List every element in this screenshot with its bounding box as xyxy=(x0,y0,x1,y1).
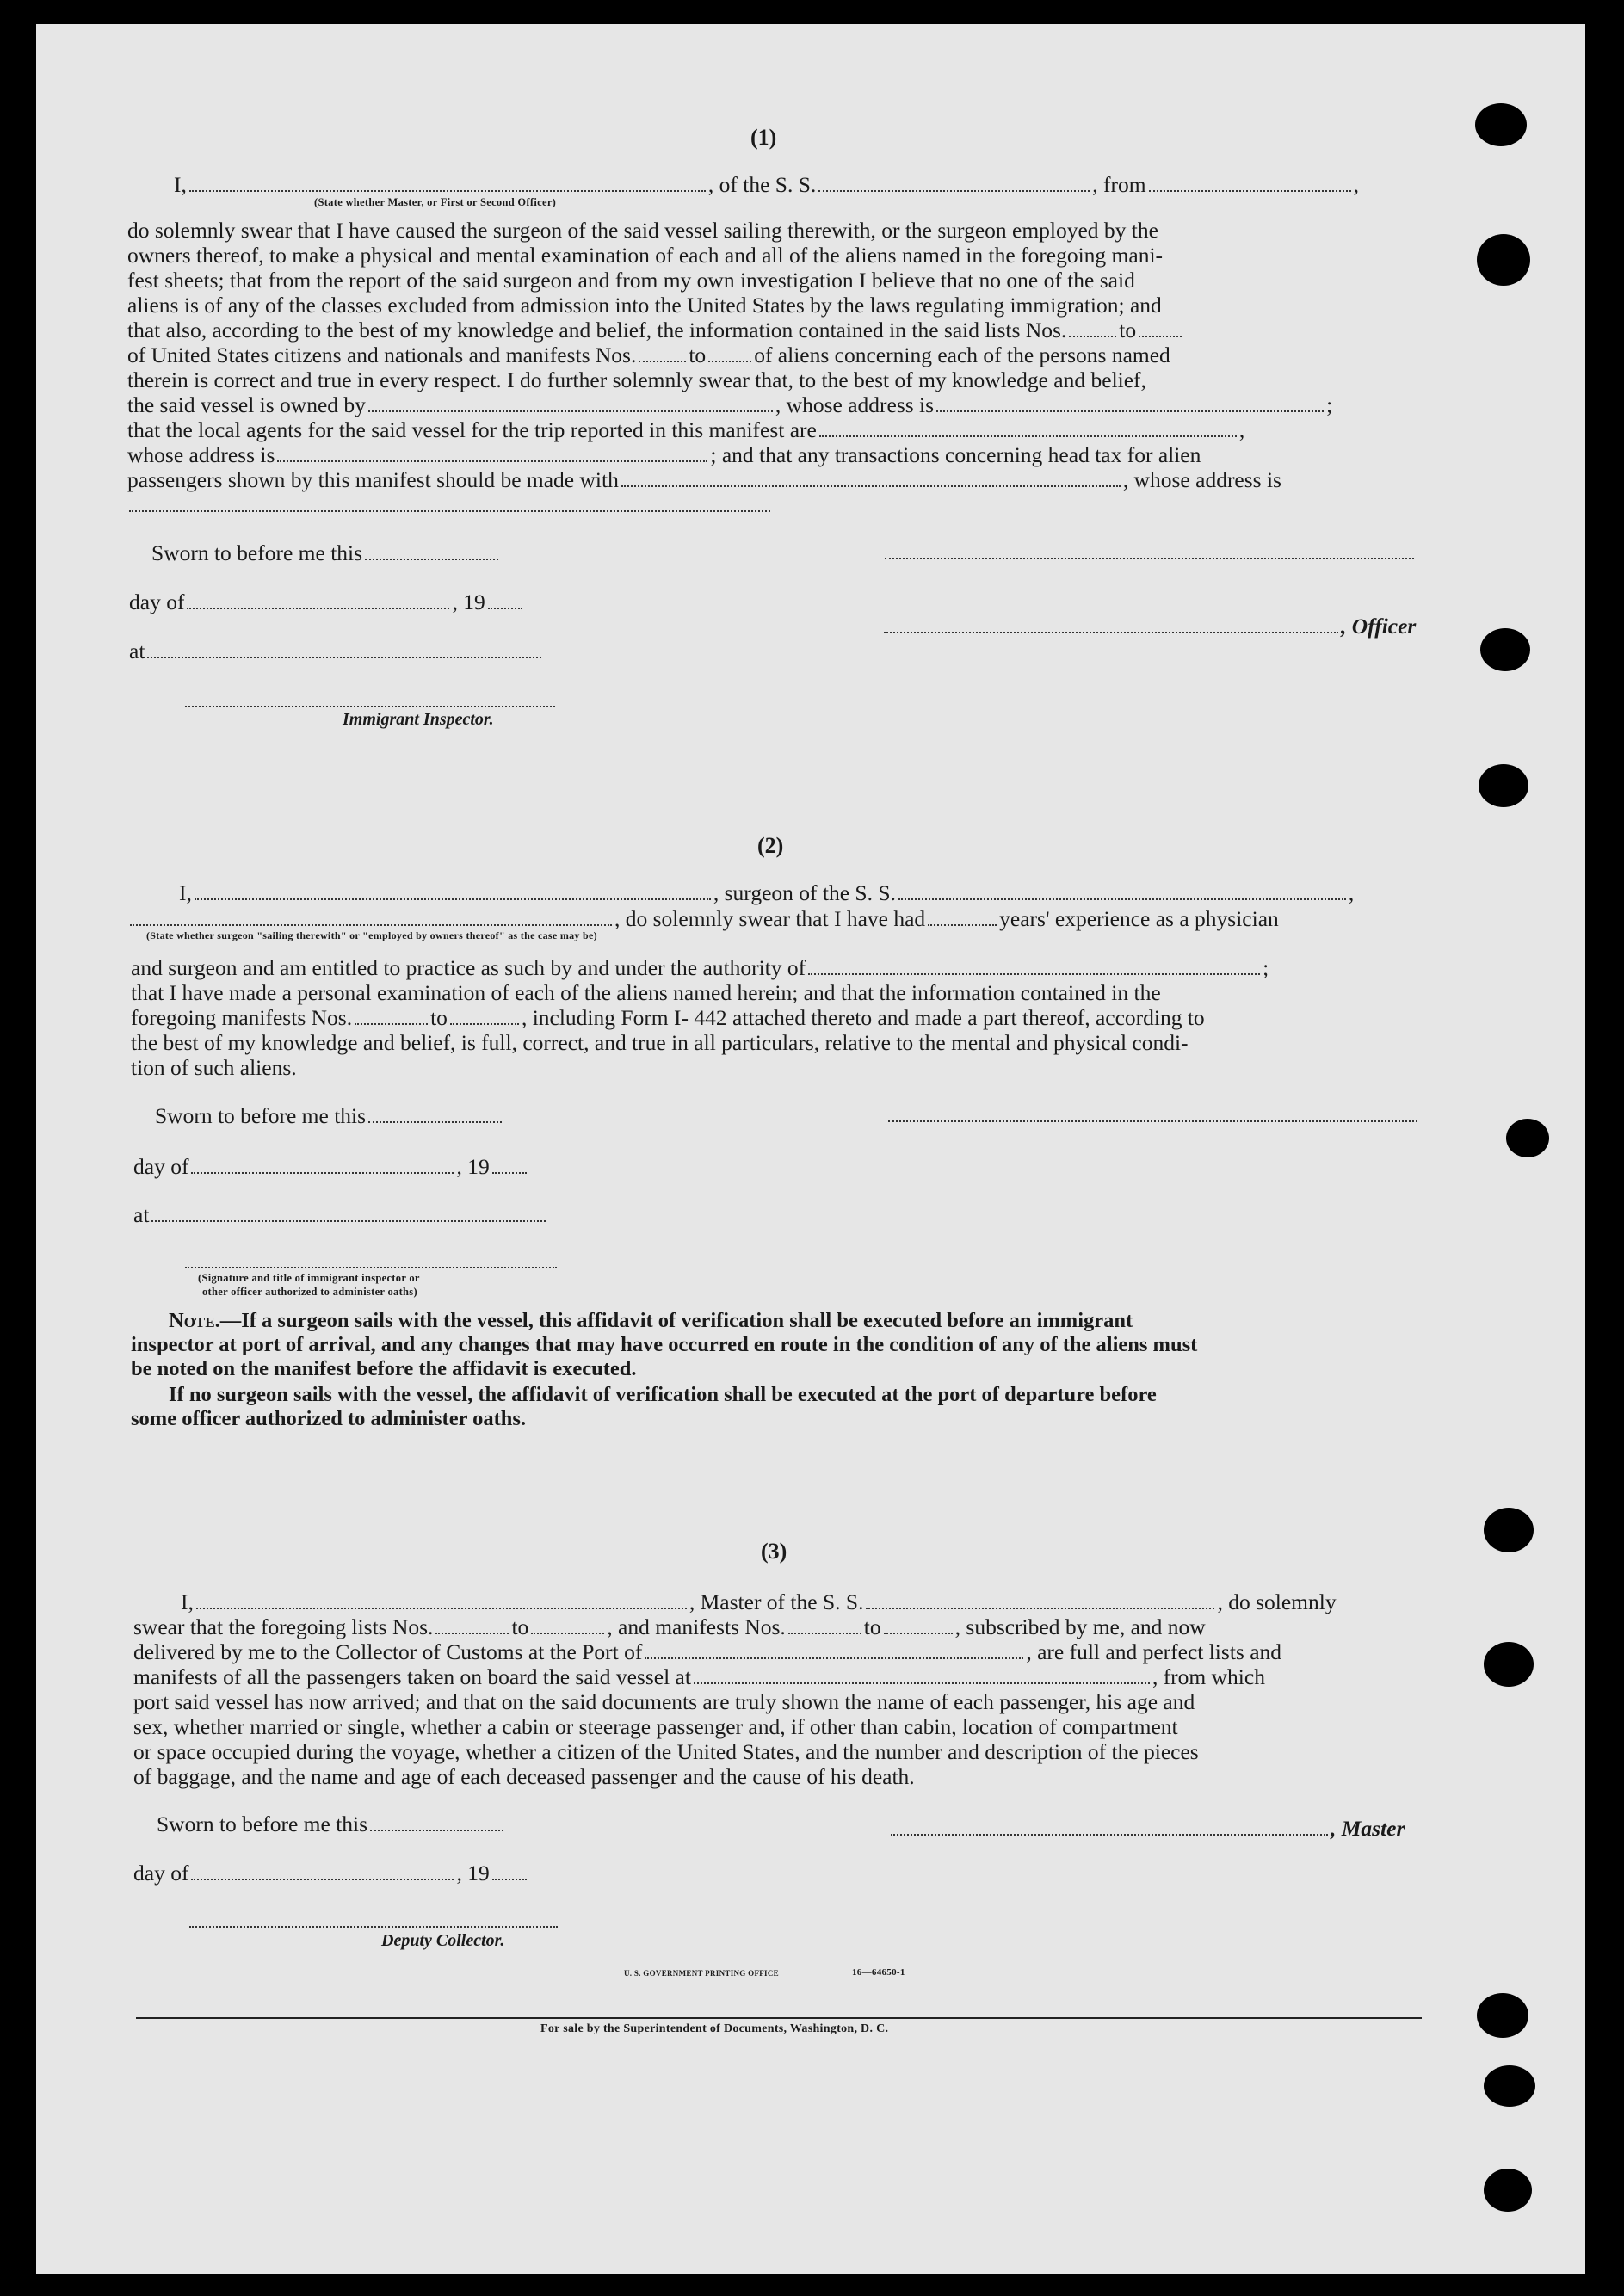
section-1-at xyxy=(129,639,544,663)
sworn-date-field[interactable] xyxy=(368,1121,502,1123)
manifests-to-field[interactable] xyxy=(884,1633,953,1634)
text: day of xyxy=(129,589,185,614)
label-from: , from xyxy=(1092,172,1146,197)
officer-title-field[interactable] xyxy=(884,632,1338,633)
text: , and manifests Nos. xyxy=(607,1614,786,1639)
section-3-master xyxy=(888,1816,1405,1841)
manifests-from-field[interactable] xyxy=(355,1023,428,1025)
year-field[interactable] xyxy=(488,608,522,609)
section-1-body-8 xyxy=(127,392,1332,417)
section-1-body-4: aliens is of any of the classes excluded from admission into the United States by the laws regulating immigration; and xyxy=(127,293,1162,318)
deputy-collector-label: Deputy Collector. xyxy=(381,1931,505,1950)
section-1-day xyxy=(129,589,525,614)
section-2-body-3 xyxy=(131,1005,1205,1030)
punch-hole xyxy=(1477,1993,1528,2038)
master-label: , Master xyxy=(1331,1816,1405,1841)
port-field[interactable] xyxy=(645,1657,1023,1659)
at-place-field[interactable] xyxy=(151,1220,546,1222)
text: , xyxy=(1348,880,1355,905)
section-3-line-i xyxy=(181,1589,1337,1614)
printing-office-imprint: U. S. GOVERNMENT PRINTING OFFICE xyxy=(624,1969,779,1978)
text: , whose address is xyxy=(775,392,935,417)
label-i: I, xyxy=(179,880,192,905)
text: , 19 xyxy=(452,589,485,614)
sale-notice: For sale by the Superintendent of Documents, Washington, D. C. xyxy=(540,2022,889,2035)
section-1-body-10 xyxy=(127,442,1201,467)
at-place-field[interactable] xyxy=(147,657,541,658)
punch-hole xyxy=(1484,1508,1534,1552)
note-5: some officer authorized to administer oaths. xyxy=(131,1407,527,1430)
section-2-body-4: the best of my knowledge and belief, is full, correct, and true in all particulars, relative to the mental and physical condi- xyxy=(131,1030,1189,1055)
local-agents-field[interactable] xyxy=(819,435,1237,437)
text: of United States citizens and nationals and manifests Nos. xyxy=(127,343,637,367)
text: the said vessel is owned by xyxy=(127,392,366,417)
ship-name-field[interactable] xyxy=(866,1608,1214,1609)
note-3: be noted on the manifest before the affidavit is executed. xyxy=(131,1357,637,1380)
text: , including Form I- 442 attached thereto and made a part thereof, according to xyxy=(521,1005,1205,1030)
section-2-body-5: tion of such aliens. xyxy=(131,1055,297,1080)
section-2-body-1 xyxy=(131,955,1269,980)
officer-label: , Officer xyxy=(1341,614,1417,639)
immigrant-inspector-label: Immigrant Inspector. xyxy=(343,710,494,729)
years-field[interactable] xyxy=(928,924,997,926)
note-label: Note. xyxy=(169,1309,220,1332)
section-1-body-6 xyxy=(127,343,1170,367)
section-1-body-2: owners thereof, to make a physical and mental examination of each and all of the aliens named in the foregoing mani- xyxy=(127,243,1164,268)
punch-hole xyxy=(1484,2065,1535,2107)
text: , surgeon of the S. S. xyxy=(713,880,896,905)
section-1-body-5 xyxy=(127,318,1184,343)
section-3-heading: (3) xyxy=(761,1539,787,1564)
section-3-body-3 xyxy=(133,1664,1265,1689)
owner-address-field[interactable] xyxy=(936,410,1324,412)
form-code: 16—64650-1 xyxy=(852,1967,905,1978)
text: , 19 xyxy=(456,1154,490,1179)
master-name-field[interactable] xyxy=(196,1608,687,1609)
surgeon-status-field[interactable] xyxy=(130,924,612,926)
section-2-heading: (2) xyxy=(757,833,784,858)
contact-address-field[interactable] xyxy=(129,510,770,512)
day-of-field[interactable] xyxy=(191,1879,454,1880)
text: , are full and perfect lists and xyxy=(1026,1639,1282,1664)
section-1-heading: (1) xyxy=(750,125,777,150)
head-tax-contact-field[interactable] xyxy=(621,485,1121,487)
text: manifests of all the passengers taken on board the said vessel at xyxy=(133,1664,691,1689)
label-i: I, xyxy=(181,1589,194,1614)
section-3-sworn xyxy=(157,1811,506,1836)
text: , 19 xyxy=(456,1861,490,1886)
text: ; xyxy=(1326,392,1333,417)
manifests-to-field[interactable] xyxy=(450,1023,519,1025)
punch-hole xyxy=(1475,103,1527,146)
boarding-port-field[interactable] xyxy=(694,1682,1150,1684)
text: Sworn to before me this xyxy=(155,1103,367,1128)
deputy-signature-field[interactable] xyxy=(189,1926,558,1928)
officer-caption: (State whether Master, or First or Second Officer) xyxy=(314,196,557,208)
text: , do solemnly swear that I have had xyxy=(614,906,926,931)
text: of aliens concerning each of the persons named xyxy=(754,343,1170,367)
text-to: to xyxy=(1119,318,1137,343)
section-2-line-i xyxy=(179,880,1354,905)
section-3-body-6: or space occupied during the voyage, whether a citizen of the United States, and the number and description of the pieces xyxy=(133,1739,1199,1764)
section-2-day xyxy=(133,1154,529,1179)
officer-signature-field[interactable] xyxy=(885,558,1414,559)
year-field[interactable] xyxy=(492,1172,527,1174)
text-to: to xyxy=(511,1614,529,1639)
year-field[interactable] xyxy=(492,1879,527,1880)
ship-name-field[interactable] xyxy=(818,190,1090,192)
section-3-body-1 xyxy=(133,1614,1206,1639)
footer-rule xyxy=(136,2017,1422,2019)
text: passengers shown by this manifest should be made with xyxy=(127,467,619,492)
section-1-line-i: I, , of the S. S. , from , xyxy=(174,172,1359,197)
ship-name-field[interactable] xyxy=(898,898,1346,900)
text: Sworn to before me this xyxy=(157,1811,368,1836)
officer-name-field[interactable] xyxy=(189,190,706,192)
note-1 xyxy=(169,1308,1133,1333)
section-2-sworn xyxy=(155,1103,504,1128)
section-1-body-3: fest sheets; that from the report of the said surgeon and from my own investigation I believe that no one of the said xyxy=(127,268,1135,293)
text: , do solemnly xyxy=(1217,1589,1337,1614)
text-to: to xyxy=(430,1005,448,1030)
note-2: inspector at port of arrival, and any changes that may have occurred en route in the condition of any of the aliens must xyxy=(131,1333,1198,1356)
label-of-ss: , of the S. S. xyxy=(707,172,817,197)
section-3-day xyxy=(133,1861,529,1886)
text: day of xyxy=(133,1861,189,1886)
text: at xyxy=(129,639,145,663)
day-of-field[interactable] xyxy=(191,1172,454,1174)
punch-hole xyxy=(1484,2169,1532,2212)
authority-field[interactable] xyxy=(808,973,1260,975)
text: that also, according to the best of my knowledge and belief, the information contained in the said lists Nos. xyxy=(127,318,1067,343)
owner-field[interactable] xyxy=(368,410,773,412)
lists-to-field[interactable] xyxy=(531,1633,604,1634)
text: years' experience as a physician xyxy=(999,906,1279,931)
section-1-officer xyxy=(881,614,1416,639)
day-of-field[interactable] xyxy=(187,608,449,609)
label-i: I, xyxy=(174,172,187,197)
section-2-body-2: that I have made a personal examination of each of the aliens named herein; and that the information contained in the xyxy=(131,980,1161,1005)
text: and surgeon and am entitled to practice as such by and under the authority of xyxy=(131,955,806,980)
text: that the local agents for the said vessel for the trip reported in this manifest are xyxy=(127,417,817,442)
punch-hole xyxy=(1506,1119,1549,1157)
section-1-body-1: do solemnly swear that I have caused the surgeon of the said vessel sailing therewith, or the surgeon employed by the xyxy=(127,218,1158,243)
section-2-at xyxy=(133,1202,548,1227)
text: ; xyxy=(1263,955,1269,980)
section-1-body-9 xyxy=(127,417,1244,442)
section-3-body-2 xyxy=(133,1639,1281,1664)
section-3-body-5: sex, whether married or single, whether a cabin or steerage passenger and, if other than cabin, location of compartment xyxy=(133,1714,1178,1739)
manifests-from-field[interactable] xyxy=(639,361,686,362)
text: —If a surgeon sails with the vessel, this affidavit of verification shall be executed before an immigrant xyxy=(219,1309,1133,1332)
lists-to-field[interactable] xyxy=(1139,336,1182,337)
text: , from which xyxy=(1152,1664,1265,1689)
text: delivered by me to the Collector of Customs at the Port of xyxy=(133,1639,643,1664)
text: , Master of the S. S. xyxy=(689,1589,864,1614)
lists-from-field[interactable] xyxy=(1069,336,1116,337)
section-1-body-11 xyxy=(127,467,1281,492)
from-port-field[interactable] xyxy=(1149,190,1351,192)
inspector-signature-field[interactable] xyxy=(185,1267,557,1268)
text: , subscribed by me, and now xyxy=(954,1614,1206,1639)
manifests-to-field[interactable] xyxy=(708,361,751,362)
text-to: to xyxy=(689,343,707,367)
section-3-body-7: of baggage, and the name and age of each deceased passenger and the cause of his death. xyxy=(133,1764,915,1789)
text: day of xyxy=(133,1154,189,1179)
surgeon-name-field[interactable] xyxy=(195,898,711,900)
text: at xyxy=(133,1202,150,1227)
section-1-body-7: therein is correct and true in every respect. I do further solemnly swear that, to the best of my knowledge and belief, xyxy=(127,367,1146,392)
text: whose address is xyxy=(127,442,275,467)
punch-hole xyxy=(1484,1642,1534,1687)
text: foregoing manifests Nos. xyxy=(131,1005,353,1030)
text: ; and that any transactions concerning head tax for alien xyxy=(710,442,1201,467)
surgeon-signature-field[interactable] xyxy=(888,1120,1417,1122)
punch-hole xyxy=(1479,764,1528,807)
agent-address-field[interactable] xyxy=(277,460,707,462)
text-to: to xyxy=(863,1614,881,1639)
text: swear that the foregoing lists Nos. xyxy=(133,1614,434,1639)
lists-from-field[interactable] xyxy=(435,1633,509,1634)
inspector-signature-field[interactable] xyxy=(185,706,555,707)
sworn-date-field[interactable] xyxy=(365,559,498,560)
text: Sworn to before me this xyxy=(151,540,363,565)
surgeon-caption: (State whether surgeon "sailing therewith" or "employed by owners thereof" as the case may be) xyxy=(146,929,597,941)
punch-hole xyxy=(1477,234,1530,286)
note-4: If no surgeon sails with the vessel, the affidavit of verification shall be executed at the port of departure before xyxy=(169,1383,1157,1406)
punch-hole xyxy=(1480,628,1530,671)
section-2-line-swear xyxy=(127,906,1279,931)
manifests-from-field[interactable] xyxy=(788,1633,861,1634)
text: , whose address is xyxy=(1122,467,1281,492)
master-signature-field[interactable] xyxy=(891,1834,1328,1836)
signature-caption-1: (Signature and title of immigrant inspector or xyxy=(198,1272,420,1284)
signature-caption-2: other officer authorized to administer oaths) xyxy=(202,1286,417,1298)
section-3-body-4: port said vessel has now arrived; and that on the said documents are truly shown the name of each passenger, his age and xyxy=(133,1689,1195,1714)
sworn-date-field[interactable] xyxy=(370,1830,503,1831)
section-1-sworn xyxy=(151,540,501,565)
text: , xyxy=(1238,417,1245,442)
